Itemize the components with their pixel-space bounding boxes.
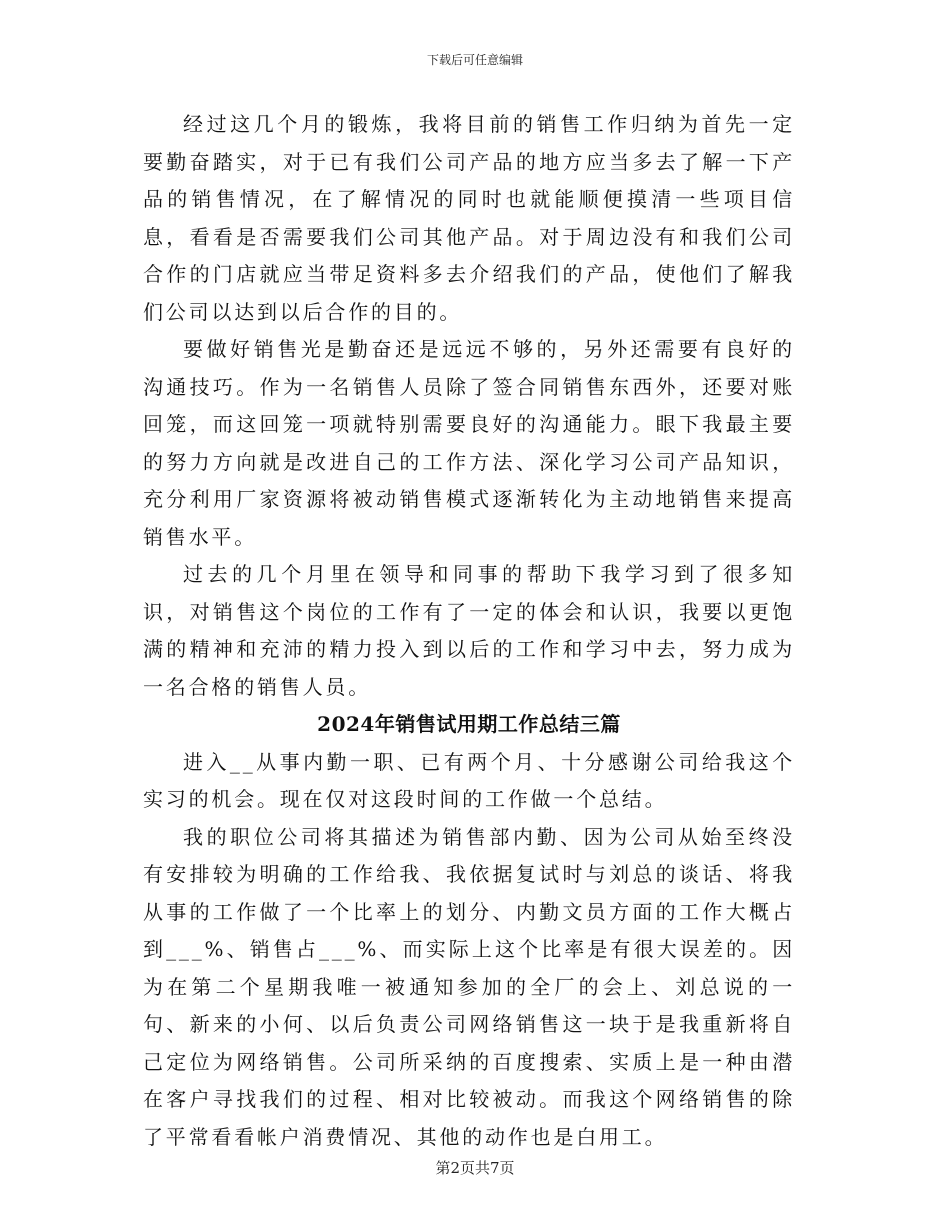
body-paragraph: 经过这几个月的锻炼，我将目前的销售工作归纳为首先一定要勤奋踏实，对于已有我们公司产品的地方应当多去了解一下产品的销售情况，在了解情况的同时也就能顺便摸清一些项目信息，看看是否需要我们公司其他产品。对于周边没有和我们公司合作的门店就应当带足资料多去介绍我们的产品，使他们了解我们公司以达到以后合作的目的。	[143, 112, 795, 324]
body-paragraph: 我的职位公司将其描述为销售部内勤、因为公司从始至终没有安排较为明确的工作给我、我依据复试时与刘总的谈话、将我从事的工作做了一个比率上的划分、内勤文员方面的工作大概占到___%、销售占___%、而实际上这个比率是有很大误差的。因为在第二个星期我唯一被通知参加的全厂的会上、刘总说的一句、新来的小何、以后负责公司网络销售这一块于是我重新将自己定位为网络销售。公司所采纳的百度搜索、实质上是一种由潜在客户寻找我们的过程、相对比较被动。而我这个网络销售的除了平常看看帐户消费情况、其他的动作也是白用工。	[143, 824, 795, 1149]
body-paragraph: 过去的几个月里在领导和同事的帮助下我学习到了很多知识，对销售这个岗位的工作有了一定的体会和认识，我要以更饱满的精神和充沛的精力投入到以后的工作和学习中去，努力成为一名合格的销售人员。	[143, 562, 795, 699]
document-body	[143, 106, 795, 1156]
page-header-note: 下载后可任意编辑	[426, 53, 523, 67]
section-title: 2024年销售试用期工作总结三篇	[317, 712, 621, 736]
body-paragraph: 进入__从事内勤一职、已有两个月、十分感谢公司给我这个实习的机会。现在仅对这段时间的工作做一个总结。	[143, 749, 795, 811]
page-footer-number: 第2页共7页	[435, 1159, 515, 1177]
body-paragraph: 要做好销售光是勤奋还是远远不够的，另外还需要有良好的沟通技巧。作为一名销售人员除了签合同销售东西外，还要对账回笼，而这回笼一项就特别需要良好的沟通能力。眼下我最主要的努力方向就是改进自己的工作方法、深化学习公司产品知识，充分利用厂家资源将被动销售模式逐渐转化为主动地销售来提高销售水平。	[143, 337, 795, 549]
